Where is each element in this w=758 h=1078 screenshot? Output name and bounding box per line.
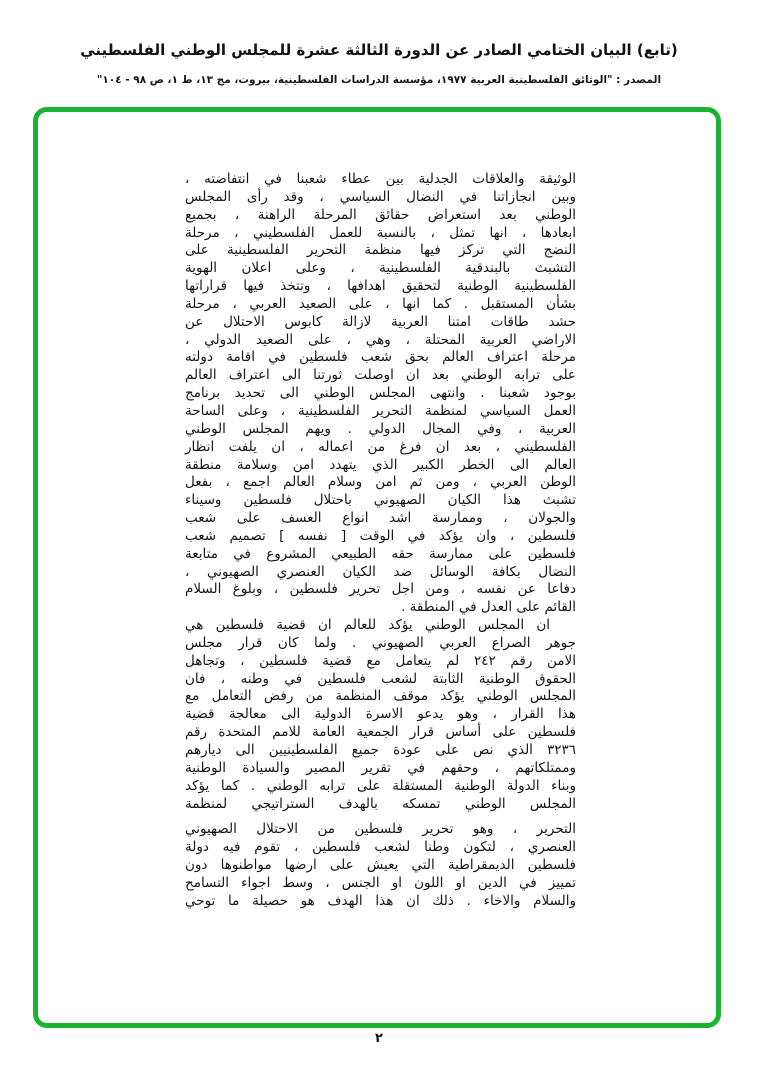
document-text — [185, 171, 576, 911]
text-line: حشد طاقات امتنا العربية لازالة كابوس الاحتلال عن — [185, 313, 576, 330]
text-line: على ترابه الوطني بعد ان اوصلت ثورتنا الى اعتراف العالم — [185, 367, 576, 384]
source-line: المصدر : "الوثائق الفلسطينية العربية ١٩٧٧، مؤسسة الدراسات الفلسطينية، بيروت، مج ١٣، ط ١، ص ٩٨ - ١٠٤" — [96, 74, 662, 86]
text-line: النضج التي تركز فيها منظمة التحرير الفلسطينية على — [185, 242, 576, 259]
text-line: فلسطين على ممارسة حقه الطبيعي المشروع في متابعة — [185, 545, 576, 562]
text-line: الوطن العربي ، ومن ثم امن وسلام العالم اجمع ، بفعل — [185, 474, 576, 491]
text-line: جوهر الصراع العربي الصهيوني . ولما كان قرار مجلس — [185, 634, 576, 651]
text-line: العنصري ، لتكون وطنا لشعب فلسطين ، تقوم فيه دولة — [185, 839, 576, 856]
text-line: المجلس الوطني تمسكه بالهدف الستراتيجي لمنظمة — [185, 795, 576, 812]
text-line: بشأن المستقبل . كما انها ، على الصعيد العربي ، مرحلة — [185, 295, 576, 312]
text-line: الحقوق الوطنية الثابتة لشعب فلسطين في وطنه ، فان — [185, 670, 576, 687]
text-line: بوجود شعبنا . وانتهى المجلس الوطني الى تحديد برنامج — [185, 385, 576, 402]
text-line: القائم على العدل في المنطقة . — [401, 599, 576, 616]
text-line: ٣٢٣٦ الذي نص على عودة جميع الفلسطينيين الى ديارهم — [185, 742, 576, 758]
paragraph — [185, 171, 576, 617]
text-line: تمييز في الدين او اللون او الجنس ، وسط اجواء التسامح — [185, 874, 576, 891]
text-line: وممتلكاتهم ، وحقهم في تقرير المصير والسيادة الوطنية — [185, 759, 576, 776]
text-line: فلسطين ، وان يؤكد في الوقت [ نفسه ] تصميم شعب — [185, 527, 576, 544]
text-line: ان المجلس الوطني يؤكد للعالم ان قضية فلسطين هي — [185, 617, 550, 634]
text-line: الاراضي العربية المحتلة ، وهي ، على الصعيد الدولي ، — [185, 331, 576, 348]
text-line: الامن رقم ٢٤٢ لم يتعامل مع قضية فلسطين ، وتجاهل — [185, 652, 576, 669]
text-line: وبناء الدولة الوطنية المستقلة على ترابه الوطني . كما يؤكد — [185, 777, 576, 794]
paragraph — [185, 821, 576, 910]
text-line: مرحلة اعتراف العالم بحق شعب فلسطين في اقامة دولته — [185, 349, 576, 366]
text-line: والسلام والاخاء . ذلك ان هذا الهدف هو حصيلة ما توحي — [185, 892, 576, 909]
text-line: التحرير ، وهو تحرير فلسطين من الاحتلال الصهيوني — [185, 821, 576, 838]
text-line: التشبث بالبندقية الفلسطينية ، وعلى اعلان الهوية — [185, 260, 576, 277]
text-line: العمل السياسي لمنظمة التحرير الفلسطينية ، وعلى الساحة — [185, 402, 576, 419]
text-line: والجولان ، وممارسة اشد انواع العسف على شعب — [185, 510, 576, 527]
text-line: الوثيقة والعلاقات الجدلية بين عطاء شعبنا في انتفاضته ، — [185, 171, 576, 187]
text-line: دفاعا عن نفسه ، ومن اجل تحرير فلسطين ، وبلوغ السلام — [185, 581, 576, 598]
text-line: وبين انجازاتنا في النضال السياسي ، وقد رأى المجلس — [185, 188, 576, 205]
text-line: ابعادها ، انها تمثل ، بالنسبة للعمل الفلسطيني ، مرحلة — [185, 224, 576, 241]
text-line: الفلسطينية الوطنية لتحقيق اهدافها ، وتتخذ فيها قراراتها — [185, 278, 576, 295]
text-line: تشبث هذا الكيان الصهيوني باحتلال فلسطين وسيناء — [185, 492, 576, 509]
text-line: العالم الى الخطر الكبير الذي يتهدد امن وسلامة منطقة — [185, 456, 576, 473]
text-line: الوطني بعد استعراض حقائق المرحلة الراهنة ، بجميع — [185, 206, 576, 223]
paragraph — [185, 617, 576, 813]
text-line: المجلس الوطني يؤكد موقف المنظمة من رفض التعامل مع — [185, 688, 576, 705]
page-title: (تابع) البيان الختامي الصادر عن الدورة الثالثة عشرة للمجلس الوطني الفلسطيني — [80, 41, 678, 59]
text-line: فلسطين الديمقراطية التي يعيش على ارضها مواطنوها دون — [185, 857, 576, 874]
text-line: العربية ، وفي المجال الدولي . ويهم المجلس الوطني — [185, 420, 576, 437]
page-number: ٢ — [375, 1031, 383, 1046]
text-line: هذا القرار ، وهو يدعو الاسرة الدولية الى معالجة قضية — [185, 706, 576, 723]
text-line: الفلسطيني ، بعد ان فرغ من اعماله ، ان يلفت انظار — [185, 438, 576, 455]
text-line: النضال بكافة الوسائل ضد الكيان العنصري الصهيوني ، — [185, 563, 576, 580]
text-line: فلسطين على أساس قرار الجمعية العامة للامم المتحدة رقم — [185, 724, 576, 741]
